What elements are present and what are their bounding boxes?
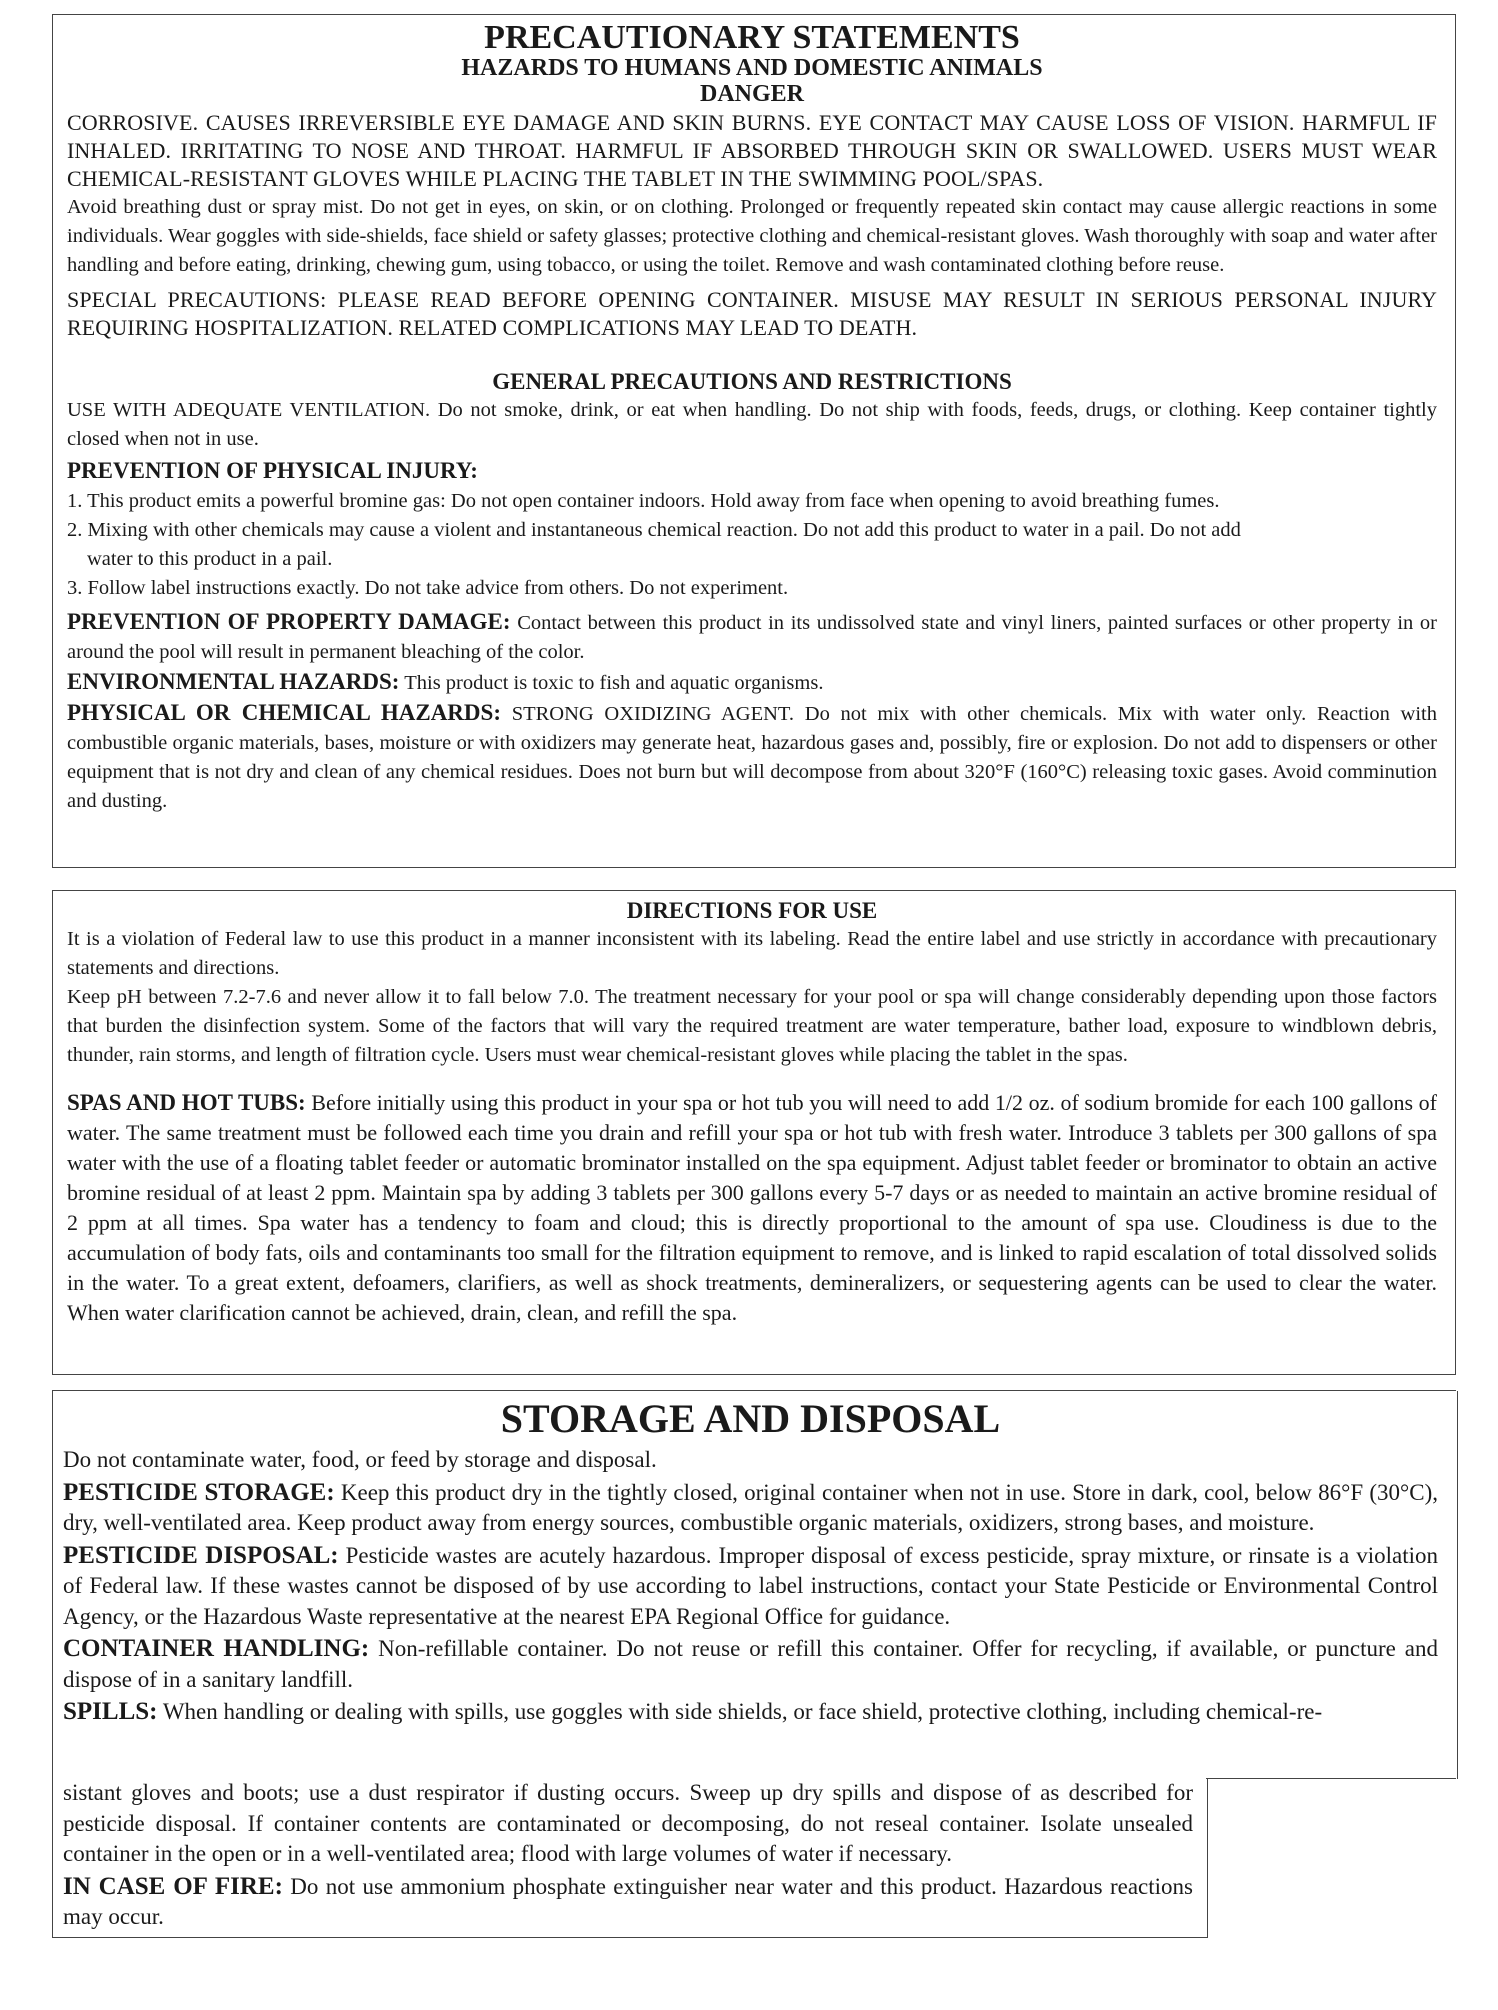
- danger-statement: CORROSIVE. CAUSES IRREVERSIBLE EYE DAMAGE AND SKIN BURNS. EYE CONTACT MAY CAUSE LOSS OF VISION. HARMFUL IF INHALED. IRRITATING TO NOSE AND THROAT. HARMFUL IF ABSORBED THROUGH SKIN OR SWALLOWED. USERS MUST WEAR CHEMICAL-RESISTANT GLOVES WHILE PLACING THE TABLET IN THE SWIMMING POOL/SPAS.: [67, 110, 1437, 191]
- property-damage-lead: PREVENTION OF PROPERTY DAMAGE:: [67, 609, 511, 634]
- spills-lead: SPILLS:: [63, 1698, 158, 1725]
- directions-intro: It is a violation of Federal law to use this product in a manner inconsistent with its labeling. Read the entire label and use strictly in accordance with precautionary statements and directions.: [67, 928, 1437, 979]
- pesticide-disposal-lead: PESTICIDE DISPOSAL:: [63, 1541, 339, 1569]
- spills-text-rest: sistant gloves and boots; use a dust respirator if dusting occurs. Sweep up dry spills and dispose of as described for pesticide disposal. If container contents are contaminated or decomposing, do not reseal container. Isolate unsealed container in the open or in a well-ventilated area; flood with large volumes of water if necessary.: [63, 1780, 1193, 1866]
- injury-heading: PREVENTION OF PHYSICAL INJURY:: [67, 458, 478, 483]
- pesticide-storage-paragraph: [63, 1478, 1438, 1539]
- injury-item-3: 3. Follow label instructions exactly. Do not take advice from others. Do not experiment.: [67, 577, 789, 599]
- spas-text: Before initially using this product in your spa or hot tub you will need to add 1/2 oz. of sodium bromide for each 100 gallons of water. The same treatment must be followed each time you drain and refill your spa or hot tub with fresh water. Introduce 3 tablets per 300 gallons of spa water with the use of a floating tablet feeder or automatic brominator installed on the spa equipment. Adjust tablet feeder or brominator to obtain an active bromine residual of at least 2 ppm. Maintain spa by adding 3 tablets per 300 gallons every 5-7 days or as needed to maintain an active bromine residual of 2 ppm at all times. Spa water has a tendency to foam and cloud; this is directly proportional to the amount of spa use. Cloudiness is due to the accumulation of body fats, oils and contaminants too small for the filtration equipment to remove, and is linked to rapid escalation of total dissolved solids in the water. To a great extent, defoamers, clarifiers, as well as shock treatments, demineralizers, or sequestering agents can be used to clear the water. When water clarification cannot be achieved, drain, clean, and refill the spa.: [67, 1090, 1437, 1325]
- environmental-text: This product is toxic to fish and aquatic organisms.: [399, 672, 824, 694]
- spas-paragraph: [67, 1088, 1437, 1328]
- pesticide-storage-lead: PESTICIDE STORAGE:: [63, 1478, 335, 1506]
- avoid-statement: Avoid breathing dust or spray mist. Do not get in eyes, on skin, or on clothing. Prolonged or frequently repeated skin contact may cause allergic reactions in some individuals. Wear goggles with side-shields, face shield or safety glasses; protective clothing and chemical-resistant gloves. Wash thoroughly with soap and water after handling and before eating, drinking, chewing gum, using tobacco, or using the toilet. Remove and wash contaminated clothing before reuse.: [67, 196, 1437, 276]
- signal-word: DANGER: [699, 81, 804, 107]
- property-damage-paragraph: [67, 607, 1437, 667]
- spas-lead: SPAS AND HOT TUBS:: [67, 1090, 306, 1115]
- injury-item-1: 1. This product emits a powerful bromine gas: Do not open container indoors. Hold away from face when opening to avoid breathing fumes.: [67, 490, 1220, 512]
- special-precautions: SPECIAL PRECAUTIONS: PLEASE READ BEFORE OPENING CONTAINER. MISUSE MAY RESULT IN SERIOUS PERSONAL INJURY REQUIRING HOSPITALIZATION. RELATED COMPLICATIONS MAY LEAD TO DEATH.: [67, 287, 1437, 340]
- pesticide-storage-text: Keep this product dry in the tightly closed, original container when not in use. Store in dark, cool, below 86°F (30°C), dry, well-ventilated area. Keep product away from energy sources, combustible organic materials, oxidizers, strong bases, and moisture.: [63, 1479, 1438, 1535]
- spills-paragraph-line1: [63, 1697, 1438, 1728]
- fire-text: Do not use ammonium phosphate extinguisher near water and this product. Hazardous reactions may occur.: [63, 1873, 1193, 1929]
- storage-disposal-section: [52, 1390, 1456, 1780]
- container-handling-paragraph: [63, 1634, 1438, 1695]
- physical-hazards-paragraph: [67, 698, 1437, 816]
- injury-item-2: 2. Mixing with other chemicals may cause a violent and instantaneous chemical reaction. Do not add this product to water in a pail. Do not add: [67, 519, 1241, 541]
- physical-hazards-lead: PHYSICAL OR CHEMICAL HAZARDS:: [67, 700, 501, 725]
- property-damage-text: Contact between this product in its undissolved state and vinyl liners, painted surfaces or other property in or around the pool will result in permanent bleaching of the color.: [67, 612, 1437, 663]
- spills-text-line1: When handling or dealing with spills, use goggles with side shields, or face shield, protective clothing, including chemical-re-: [157, 1699, 1323, 1724]
- storage-intro: Do not contaminate water, food, or feed by storage and disposal.: [63, 1447, 657, 1472]
- container-handling-lead: CONTAINER HANDLING:: [63, 1635, 370, 1662]
- physical-hazards-text: STRONG OXIDIZING AGENT. Do not mix with other chemicals. Mix with water only. Reaction with combustible organic materials, bases, moisture or with oxidizers may generate heat, hazardous gases and, possibly, fire or explosion. Do not add to dispensers or other equipment that is not dry and clean of any chemical residues. Does not burn but will decompose from about 320°F (160°C) releasing toxic gases. Avoid comminution and dusting.: [67, 703, 1437, 812]
- directions-section: [52, 890, 1456, 1375]
- precautionary-title: PRECAUTIONARY STATEMENTS: [484, 19, 1020, 56]
- environmental-paragraph: [67, 667, 1437, 698]
- fire-lead: IN CASE OF FIRE:: [63, 1872, 283, 1900]
- fire-paragraph: [63, 1872, 1193, 1933]
- ph-paragraph: Keep pH between 7.2-7.6 and never allow it to fall below 7.0. The treatment necessary for your pool or spa will change considerably depending upon those factors that burden the disinfection system. Some of the factors that will vary the required treatment are water temperature, bather load, exposure to windblown debris, thunder, rain storms, and length of filtration cycle. Users must wear chemical-resistant gloves while placing the tablet in the spas.: [67, 986, 1437, 1066]
- hazards-subtitle: HAZARDS TO HUMANS AND DOMESTIC ANIMALS: [461, 55, 1043, 81]
- pesticide-disposal-text: Pesticide wastes are acutely hazardous. Improper disposal of excess pesticide, spray mixture, or rinsate is a violation of Federal law. If these wastes cannot be disposed of by use according to label instructions, contact your State Pesticide or Environmental Control Agency, or the Hazardous Waste representative at the nearest EPA Regional Office for guidance.: [63, 1542, 1438, 1629]
- environmental-lead: ENVIRONMENTAL HAZARDS:: [67, 669, 400, 694]
- general-precautions-heading: GENERAL PRECAUTIONS AND RESTRICTIONS: [492, 369, 1012, 394]
- general-precautions-text: USE WITH ADEQUATE VENTILATION. Do not smoke, drink, or eat when handling. Do not ship with foods, feeds, drugs, or clothing. Keep container tightly closed when not in use.: [67, 399, 1437, 450]
- directions-heading: DIRECTIONS FOR USE: [626, 898, 878, 923]
- container-handling-text: Non-refillable container. Do not reuse or refill this container. Offer for recycling, if available, or puncture and dispose of in a sanitary landfill.: [63, 1636, 1438, 1692]
- injury-item-2-continued: water to this product in a pail.: [87, 548, 333, 570]
- storage-title: STORAGE AND DISPOSAL: [500, 1396, 1001, 1441]
- precautionary-statements-section: [52, 14, 1456, 868]
- storage-disposal-continued: [52, 1778, 1208, 1938]
- pesticide-disposal-paragraph: [63, 1541, 1438, 1633]
